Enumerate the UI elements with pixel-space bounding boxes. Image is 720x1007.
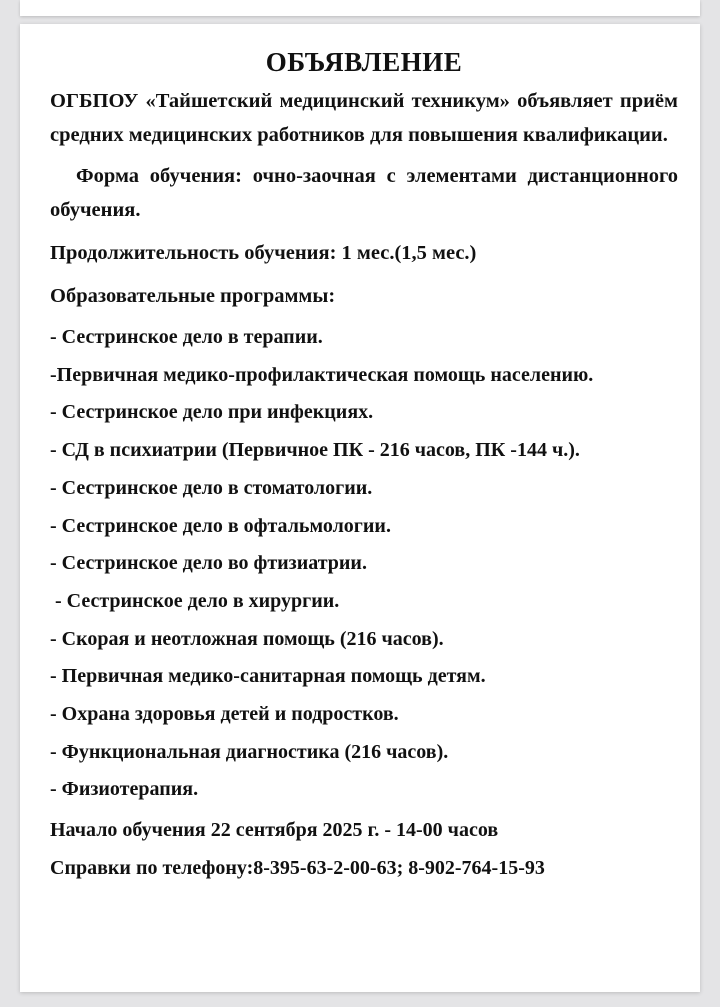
program-item: - Функциональная диагностика (216 часов). (50, 740, 449, 763)
program-item: - Сестринское дело в офтальмологии. (50, 514, 391, 537)
programs-heading: Образовательные программы: (50, 285, 336, 307)
intro-paragraph: ОГБПОУ «Тайшетский медицинский техникум» объявляет приём средних медицинских работников для повышения квалификации. (50, 90, 678, 146)
announcement-page (20, 24, 700, 992)
program-item: - Охрана здоровья детей и подростков. (50, 703, 399, 726)
previous-page-edge (20, 0, 700, 16)
program-item: - Первичная медико-санитарная помощь детям. (50, 665, 486, 688)
page-title: ОБЪЯВЛЕНИЕ (265, 47, 463, 77)
programs-list (50, 319, 678, 809)
contact-phones-line: Справки по телефону:8-395-63-2-00-63; 8-902-764-15-93 (50, 857, 545, 880)
program-item: - Сестринское дело в хирургии. (55, 589, 340, 612)
program-item: - Сестринское дело во фтизиатрии. (50, 552, 367, 575)
program-item: - СД в психиатрии (Первичное ПК - 216 часов, ПК -144 ч.). (50, 439, 580, 462)
program-item: - Сестринское дело при инфекциях. (50, 401, 374, 424)
program-item: -Первичная медико-профилактическая помощь населению. (50, 363, 594, 386)
study-form-paragraph: Форма обучения: очно-заочная с элементами дистанционного обучения. (50, 165, 678, 221)
start-date-line: Начало обучения 22 сентября 2025 г. - 14-00 часов (50, 819, 499, 842)
program-item: - Скорая и неотложная помощь (216 часов). (50, 627, 444, 650)
program-item: - Физиотерапия. (50, 778, 199, 801)
duration-line: Продолжительность обучения: 1 мес.(1,5 мес.) (50, 242, 477, 264)
program-item: - Сестринское дело в стоматологии. (50, 476, 373, 499)
program-item: - Сестринское дело в терапии. (50, 326, 323, 348)
